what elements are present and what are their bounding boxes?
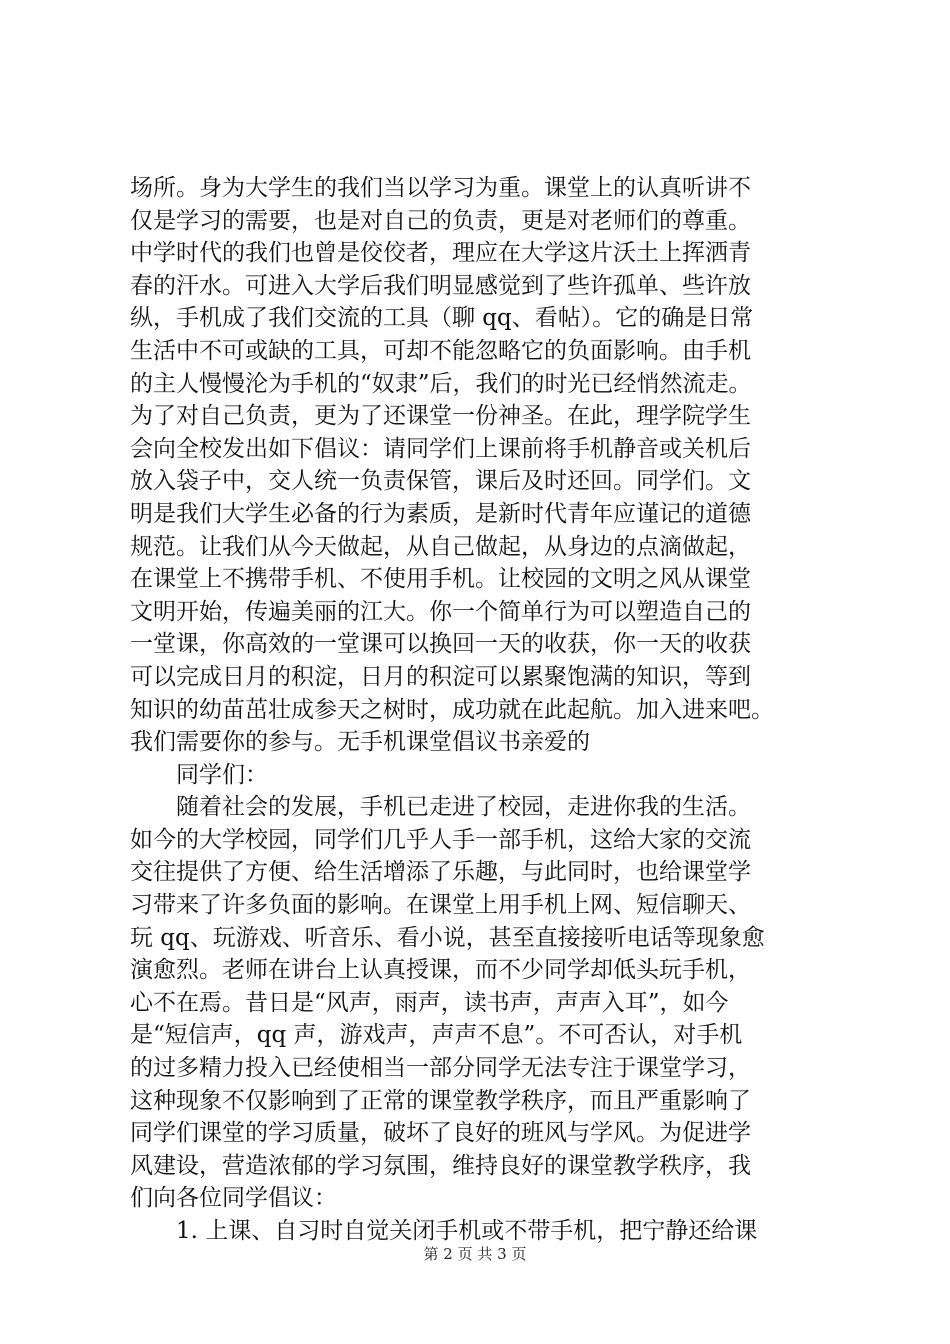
page-number: 第 2 页 共 3 页 [423,1245,527,1263]
text-line: 一堂课，你高效的一堂课可以换回一天的收获，你一天的收获 [130,631,751,658]
text-line: 的主人慢慢沦为手机的“奴隶”后，我们的时光已经悄然流走。 [130,370,752,397]
text-line: 玩 qq、玩游戏、听音乐、看小说，甚至直接接听电话等现象愈 [130,924,765,951]
text-line: 中学时代的我们也曾是佼佼者，理应在大学这片沃土上挥洒青 [130,240,751,267]
text-line: 纵，手机成了我们交流的工具（聊 qq、看帖）。它的确是日常 [130,305,754,332]
text-line: 会向全校发出如下倡议：请同学们上课前将手机静音或关机后 [130,435,751,462]
text-line: 是“短信声，qq 声，游戏声，声声不息”。不可否认，对手机 [130,1022,743,1049]
page-footer [0,1244,950,1264]
paragraph-start-line: 随着社会的发展，手机已走进了校园，走进你我的生活。 [176,794,751,821]
text-line: 们向各位同学倡议： [130,1185,337,1212]
text-line: 演愈烈。老师在讲台上认真授课，而不少同学却低头玩手机， [130,957,751,984]
text-line: 生活中不可或缺的工具，可却不能忽略它的负面影响。由手机 [130,337,751,364]
text-line: 习带来了许多负面的影响。在课堂上用手机上网、短信聊天、 [130,892,751,919]
text-line: 我们需要你的参与。无手机课堂倡议书亲爱的 [130,729,590,756]
salutation-line: 同学们： [176,761,268,788]
text-line: 交往提供了方便、给生活增添了乐趣，与此同时，也给课堂学 [130,859,751,886]
text-line: 的过多精力投入已经使相当一部分同学无法专注于课堂学习， [130,1055,751,1082]
text-line: 文明开始，传遍美丽的江大。你一个简单行为可以塑造自己的 [130,598,751,625]
text-line: 同学们课堂的学习质量，破坏了良好的班风与学风。为促进学 [130,1120,751,1147]
text-line: 放入袋子中，交人统一负责保管，课后及时还回。同学们。文 [130,468,751,495]
document-body [130,172,840,1248]
text-line: 这种现象不仅影响到了正常的课堂教学秩序，而且严重影响了 [130,1087,751,1114]
text-line: 规范。让我们从今天做起，从自己做起，从身边的点滴做起， [130,533,751,560]
text-line: 明是我们大学生必备的行为素质，是新时代青年应谨记的道德 [130,500,751,527]
text-line: 仅是学习的需要，也是对自己的负责，更是对老师们的尊重。 [130,207,751,234]
text-line: 风建设，营造浓郁的学习氛围，维持良好的课堂教学秩序，我 [130,1152,751,1179]
text-line: 为了对自己负责，更为了还课堂一份神圣。在此，理学院学生 [130,403,751,430]
text-line: 可以完成日月的积淀，日月的积淀可以累聚饱满的知识，等到 [130,663,751,690]
list-item-line: 1. 上课、自习时自觉关闭手机或不带手机，把宁静还给课 [176,1218,758,1244]
text-line: 在课堂上不携带手机、不使用手机。让校园的文明之风从课堂 [130,566,751,593]
text-line: 心不在焉。昔日是“风声，雨声，读书声，声声入耳”，如今 [130,989,729,1016]
text-line: 如今的大学校园，同学们几乎人手一部手机，这给大家的交流 [130,826,751,853]
text-line: 春的汗水。可进入大学后我们明显感觉到了些许孤单、些许放 [130,272,751,299]
text-line: 场所。身为大学生的我们当以学习为重。课堂上的认真听讲不 [130,175,751,201]
text-line: 知识的幼苗茁壮成参天之树时，成功就在此起航。加入进来吧。 [130,696,774,723]
